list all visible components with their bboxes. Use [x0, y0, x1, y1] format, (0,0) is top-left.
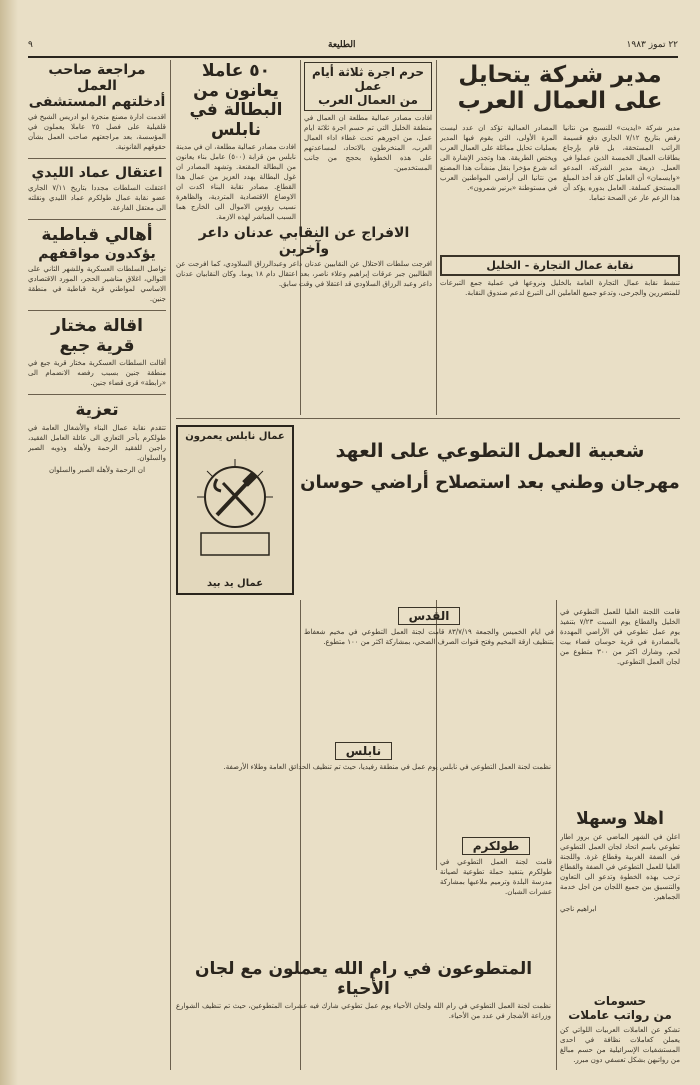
article-ramallah-volunteers	[176, 960, 551, 1070]
left-column	[28, 62, 166, 1070]
section-label: نابلس	[335, 742, 392, 760]
article-body: افادت مصادر عمالية مطلعة، ان في مدينة نابلس من قرابة (٥٠٠) عامل بناء يعانون من البطالة المقنعة. وتشهد المصادر ان غول البطالة يهدد العزيز من عمال هذا القطاع. مصادر نقابة البناء اكدت ان الاوضاع الاقتصادية المتردية، والظاهرة نسيب رؤوس الاموال الى الخارج هما السبب المباشر لهذه الازمة.	[176, 143, 296, 222]
article-body: نظمت لجنة العمل التطوعي في نابلس يوم عمل في منطقة رفيديا، حيث تم تنظيف الحدائق العامة وطلاء الأرصفة.	[223, 763, 551, 771]
article-body: تواصل السلطات العسكرية وللشهر الثاني على التوالي، اغلاق مناشير الحجر، المورد الاقتصادي الاساسي لمواطني قرية قباطية في منطقة جنين.	[28, 265, 166, 304]
headline: اعتقال عماد الليدي	[31, 165, 163, 182]
article-manager	[440, 62, 680, 252]
headline: البطالة في نابلس	[189, 100, 283, 140]
article-quds	[304, 605, 554, 735]
emblem-text-bottom: عمال يد بيد	[206, 578, 264, 589]
article-body: مدير شركة «ايديت» للنسيج من نتانيا رفض بتاريخ ٧/١٢ الجاري دفع قسيمة الراتب المستحقة، بل قام بإرجاع بطاقات العمال الخمسة الذين عملوا في العمل. ذريعة مدير الشركة، المدعو «وايسمان» أن العامل كان قد أخذ المبلغ المستحق كسلفة. العامل بدوره يؤكد أن هذا الزعم عار عن الصحة تماما.	[563, 123, 680, 202]
headline: أهلا وسهلا	[576, 810, 664, 829]
headline: ٥٠ عاملا يعانون من	[193, 62, 279, 101]
column-rule	[436, 60, 437, 415]
article-wages	[560, 995, 680, 1070]
headline: مدير شركة يتحايل	[458, 62, 662, 88]
article-trade-union	[440, 255, 680, 415]
article-unemployment	[176, 62, 296, 222]
page-edge-shadow	[0, 0, 18, 1085]
article-body: افرجت سلطات الاحتلال عن النقابيين عدنان داعر وعبدالرزاق السلاودي، كما افرجت عن الطالبين جبر عرقات إبراهيم وعلاء ناصر، بعد اعتقال دام ١٨ يوما. وكان النقابيان عدنان داعر وعبد الرزاق السلاودي قد اعتقلا في وقت سابق.	[176, 260, 432, 289]
divider	[28, 310, 166, 311]
divider	[28, 158, 166, 159]
article-body: المصادر العمالية تؤكد ان عدد ليست المرة الأولى، التي يقوم فيها المدير بعمليات تحايل مماثلة على العمال العرب ويختص الطريقة. هذا وتجدر الإشارة الى انه شرع مؤخرا بنقل منشآت هذا المصنع من نتانيا الى أراضي المواطنين العرب في مستوطنة «برنير شمرون».	[440, 123, 557, 192]
section-rule	[176, 418, 680, 419]
header-date: ٢٢ تموز ١٩٨٣	[626, 40, 678, 50]
banner-volunteer-work	[300, 440, 680, 493]
article-body: اقدمت ادارة مصنع منجرة ابو ادريس الشيخ في قلقيلية على فصل ٢٥ عاملا يعملون في المؤسسة، بعد مراجعتهم صاحب العمل بشأن حقوقهم القانونية.	[28, 113, 166, 152]
article-body: اعلن في الشهر الماضي عن بروز اطار تطوعي باسم اتحاد لجان العمل التطوعي في الضفة الغربية وقطاع غزة. واللجنة العليا للعمل التطوعي في الضفة والقطاع ترحب بهذه الخطوة وتدعو الى التعاون والتنسيق بين جميع اللجان من اجل خدمة الجماهير.	[560, 832, 680, 901]
hammer-sickle-emblem-icon	[187, 457, 283, 567]
headline: أدخلتهم المستشفى	[28, 94, 166, 111]
article-body: نظمت لجنة العمل التطوعي في رام الله ولجان الأحياء يوم عمل تطوعي شارك فيه عشرات المتطوعين، حيث تم تنظيف الشوارع وزراعة الأشجار في عدد من الأحياء.	[176, 1002, 551, 1021]
article-welcome	[560, 810, 680, 990]
article-release	[176, 225, 432, 415]
union-emblem	[176, 425, 294, 595]
headline: يؤكدون مواقفهم	[38, 245, 156, 262]
column-rule	[170, 60, 171, 1070]
headline: الافراج عن النقابي عدنان داعر وآخرين	[198, 225, 410, 258]
article-body: قامت لجنة العمل التطوعي في طولكرم بتنفيذ حملة تطوعية لصيانة مدرسة البلدة وترميم ملاعبها بمشاركة عشرات الشبان.	[440, 858, 552, 896]
article-nablus	[176, 740, 551, 830]
banner-subheadline: مهرجان وطني بعد استصلاح أراضي حوسان	[300, 472, 680, 493]
headline: حرم اجرة ثلاثة أيام عمل	[311, 65, 425, 93]
column-rule	[556, 600, 557, 1070]
article-signature: ان الرحمة ولأهله الصبر والسلوان	[48, 465, 146, 474]
headline: تعزية	[75, 400, 119, 421]
article-wage-deduction	[304, 62, 432, 212]
article-mukhtar	[28, 317, 166, 388]
article-body: قامت اللجنة العليا للعمل التطوعي في الخليل والقطاع يوم السبت ٧/٢٣ بتنفيذ يوم عمل تطوعي في الأراضي المهددة بالمصادرة في قرية حوسان قضاء بيت لحم. وشارك اكثر من ٣٠٠ متطوع من لجان العمل التطوعي.	[560, 608, 680, 666]
headline: أهالي قباطية	[41, 225, 153, 246]
header-paper-name: الطليعة	[328, 40, 356, 50]
article-arrest	[28, 165, 166, 213]
header-page-number: ٩	[28, 40, 33, 50]
headline-box	[304, 62, 432, 111]
article-body: تنشط نقابة عمال التجارة العامة بالخليل ونروعها في عملية جمع التبرعات للمتضررين والجرحى، وتدعو جميع العاملين الى التبرع لدعم صندوق النقابة.	[440, 279, 680, 297]
article-hebron	[560, 605, 680, 805]
headline: على العمال العرب	[457, 88, 663, 115]
headline: من العمال العرب	[318, 92, 418, 107]
headline: المتطوعون في رام الله يعملون مع لجان الأحياء	[194, 960, 533, 999]
divider	[28, 394, 166, 395]
article-condolence	[28, 401, 166, 475]
article-body: أقالت السلطات العسكرية مختار قرية جبع في منطقة جنين بسبب رفضه الانضمام الى «رابطة» قرى قضاء جنين.	[28, 359, 166, 388]
emblem-text-top: عمال نابلس يعمرون	[185, 431, 285, 442]
headline: حسومات	[593, 995, 647, 1008]
headline-box: نقابة عمال التجارة - الخليل	[440, 255, 680, 276]
headline: من رواتب عاملات	[568, 1007, 672, 1022]
article-body: اعتقلت السلطات مجددا بتاريخ ٧/١١ الجاري عضو نقابة عمال طولكرم عماد الليدي ونقلته الى معتقل الفارعة.	[28, 184, 166, 213]
article-body: افادت مصادر عمالية مطلعة ان العمال في منطقة الخليل التي تم حسم اجرة ثلاثة ايام عمل، من اجورهم تحت غطاء اداء العمال العرب، المنخرطون بالاتحاد، لمساعدتهم على هذه الخطوة بحجج من جانب المستخدمين.	[304, 114, 432, 173]
banner-headline: شعبية العمل التطوعي على العهد	[335, 440, 645, 462]
section-label: القدس	[398, 607, 461, 625]
headline: اقالة مختار	[51, 316, 143, 337]
article-village	[28, 226, 166, 304]
article-body: تشكو عن العاملات العربيات اللواتي كن يعملن كعاملات نظافة في احدى المستشفيات الإسرائيلية من حسم مبالغ من رواتبهن بشكل تعسفي دون مبرر.	[560, 1025, 680, 1064]
article-signature: ابراهيم ناجي	[560, 904, 597, 913]
divider	[28, 219, 166, 220]
page-header	[28, 38, 678, 58]
article-body: في ايام الخميس والجمعة ٨٣/٧/١٩ قامت لجنة العمل التطوعي في مخيم شعفاط بتنظيف ازقة المخيم وفتح قنوات الصرف الصحي، بمشاركة اكثر من ١٠٠ متطوع.	[304, 628, 554, 646]
article-body: تتقدم نقابة عمال البناء والأشغال العامة في طولكرم بأحر التعازي الى عائلة العامل الفقيد، راجين للفقيد الرحمة ولأهله وذويه الصبر والسلوان.	[28, 423, 166, 462]
article-tulkarm	[440, 835, 552, 955]
headline: قرية جبع	[59, 335, 135, 356]
section-label: طولكرم	[462, 837, 531, 855]
article-employer	[28, 62, 166, 152]
headline: مراجعة صاحب العمل	[48, 62, 146, 95]
